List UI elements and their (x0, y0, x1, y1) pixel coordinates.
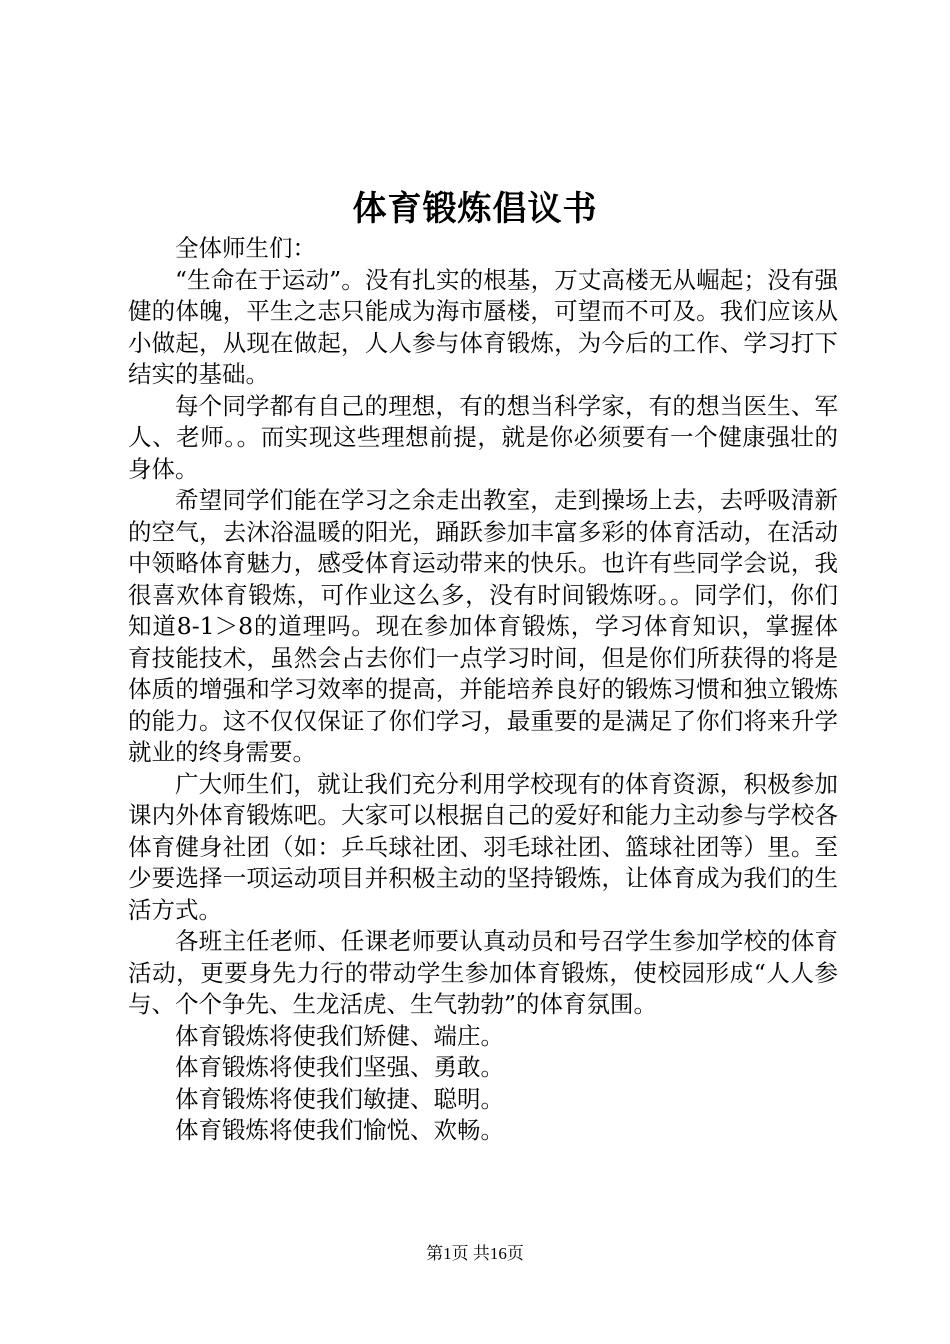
closing-line: 体育锻炼将使我们愉悦、欢畅。 (175, 1116, 504, 1144)
document-title: 体育锻炼倡议书 (352, 189, 598, 229)
closing-line: 体育锻炼将使我们矫健、端庄。 (175, 1021, 504, 1050)
paragraph: 各班主任老师、任课老师要认真动员和号召学生参加学校的体育活动，更要身先力行的带动学生参加体育锻炼，使校园形成“人人参与、个个争先、生龙活虎、生气勃勃”的体育氛围。 (128, 927, 838, 1018)
paragraph: 广大师生们，就让我们充分利用学校现有的体育资源，积极参加课内外体育锻炼吧。大家可以根据自己的爱好和能力主动参与学校各体育健身社团（如：乒乓球社团、羽毛球社团、篮球社团等）里。至少要选择一项运动项目并积极主动的坚持锻炼，让体育成为我们的生活方式。 (128, 769, 838, 924)
paragraph: 每个同学都有自己的理想，有的想当科学家，有的想当医生、军人、老师。。而实现这些理想前提，就是你必须要有一个健康强壮的身体。 (128, 391, 838, 483)
closing-line: 体育锻炼将使我们坚强、勇敢。 (175, 1053, 504, 1081)
salutation: 全体师生们： (175, 234, 316, 262)
document-body (128, 233, 838, 1147)
page-footer: 第1页 共16页 (426, 1244, 524, 1263)
closing-line: 体育锻炼将使我们敏捷、聪明。 (175, 1084, 504, 1113)
paragraph: “生命在于运动”。没有扎实的根基，万丈高楼无从崛起；没有强健的体魄，平生之志只能成为海市蜃楼，可望而不可及。我们应该从小做起，从现在做起，人人参与体育锻炼，为今后的工作、学习打下结实的基础。 (128, 265, 838, 388)
paragraph: 希望同学们能在学习之余走出教室，走到操场上去，去呼吸清新的空气，去沐浴温暖的阳光，踊跃参加丰富多彩的体育活动，在活动中领略体育魅力，感受体育运动带来的快乐。也许有些同学会说，我很喜欢体育锻炼，可作业这么多，没有时间锻炼呀。。同学们，你们知道8-1＞8的道理吗。现在参加体育锻炼，学习体育知识，掌握体育技能技术，虽然会占去你们一点学习时间，但是你们所获得的将是体质的增强和学习效率的提高，并能培养良好的锻炼习惯和独立锻炼的能力。这不仅仅保证了你们学习，最重要的是满足了你们将来升学就业的终身需要。 (128, 486, 838, 766)
